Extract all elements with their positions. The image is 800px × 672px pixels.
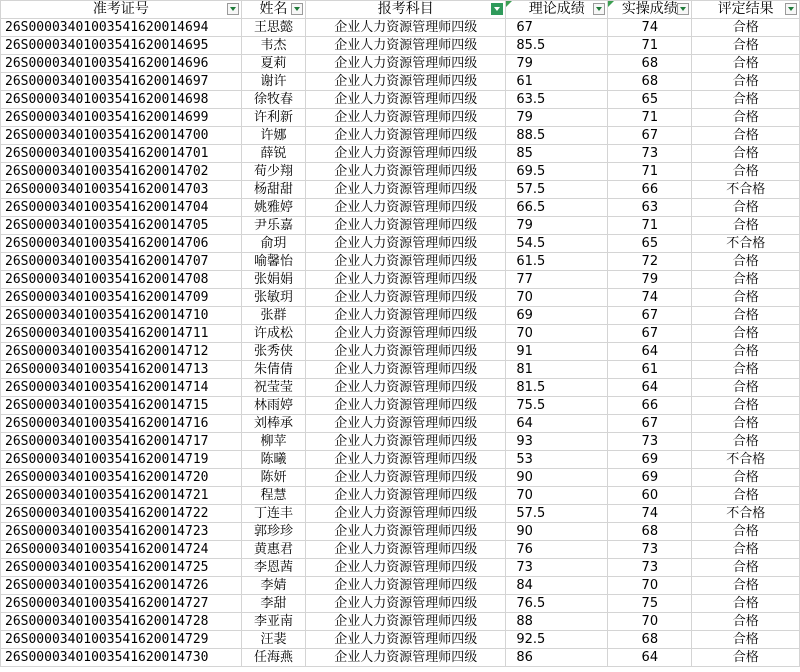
exam-id-cell[interactable]: 26S00003401003541620014720 xyxy=(1,469,242,487)
name-cell[interactable]: 杨甜甜 xyxy=(241,181,305,199)
table-row xyxy=(1,37,800,55)
table-row xyxy=(1,649,800,667)
result-cell[interactable]: 合格 xyxy=(692,73,800,91)
exam-id-cell[interactable]: 26S00003401003541620014728 xyxy=(1,613,242,631)
subject-cell[interactable]: 企业人力资源管理师四级 xyxy=(306,505,506,523)
exam-id-cell[interactable]: 26S00003401003541620014717 xyxy=(1,433,242,451)
table-row xyxy=(1,109,800,127)
subject-cell[interactable]: 企业人力资源管理师四级 xyxy=(306,271,506,289)
result-cell[interactable]: 合格 xyxy=(692,199,800,217)
table-row xyxy=(1,433,800,451)
result-cell[interactable]: 合格 xyxy=(692,559,800,577)
table-row xyxy=(1,91,800,109)
subject-cell[interactable]: 企业人力资源管理师四级 xyxy=(306,289,506,307)
name-cell[interactable]: 喻馨怡 xyxy=(241,253,305,271)
result-cell[interactable]: 合格 xyxy=(692,145,800,163)
table-row xyxy=(1,469,800,487)
column-header-label: 实操成绩 xyxy=(621,1,678,17)
practical-score-cell[interactable]: 74 xyxy=(608,19,692,37)
subject-cell[interactable]: 企业人力资源管理师四级 xyxy=(306,649,506,667)
table-row xyxy=(1,199,800,217)
subject-cell[interactable]: 企业人力资源管理师四级 xyxy=(306,325,506,343)
theory-score-cell[interactable]: 63.5 xyxy=(506,91,608,109)
exam-id-cell[interactable]: 26S00003401003541620014696 xyxy=(1,55,242,73)
column-header-label: 理论成绩 xyxy=(528,1,585,17)
name-cell[interactable]: 朱倩倩 xyxy=(241,361,305,379)
result-cell[interactable]: 不合格 xyxy=(692,235,800,253)
theory-score-cell[interactable]: 90 xyxy=(506,469,608,487)
theory-score-cell[interactable]: 53 xyxy=(506,451,608,469)
table-row xyxy=(1,559,800,577)
theory-score-cell[interactable]: 70 xyxy=(506,487,608,505)
table-row xyxy=(1,235,800,253)
subject-cell[interactable]: 企业人力资源管理师四级 xyxy=(306,343,506,361)
practical-score-cell[interactable]: 69 xyxy=(608,451,692,469)
exam-id-cell[interactable]: 26S00003401003541620014730 xyxy=(1,649,242,667)
column-header-practical-score[interactable] xyxy=(608,1,692,19)
name-cell[interactable]: 李亚南 xyxy=(241,613,305,631)
name-cell[interactable]: 韦杰 xyxy=(241,37,305,55)
result-cell[interactable]: 合格 xyxy=(692,55,800,73)
exam-id-cell[interactable]: 26S00003401003541620014722 xyxy=(1,505,242,523)
exam-id-cell[interactable]: 26S00003401003541620014702 xyxy=(1,163,242,181)
practical-score-cell[interactable]: 65 xyxy=(608,235,692,253)
exam-id-cell[interactable]: 26S00003401003541620014707 xyxy=(1,253,242,271)
table-row xyxy=(1,397,800,415)
theory-score-cell[interactable]: 84 xyxy=(506,577,608,595)
exam-id-cell[interactable]: 26S00003401003541620014726 xyxy=(1,577,242,595)
subject-cell[interactable]: 企业人力资源管理师四级 xyxy=(306,73,506,91)
subject-cell[interactable]: 企业人力资源管理师四级 xyxy=(306,91,506,109)
result-cell[interactable]: 合格 xyxy=(692,307,800,325)
column-header-theory-score[interactable] xyxy=(506,1,608,19)
subject-cell[interactable]: 企业人力资源管理师四级 xyxy=(306,397,506,415)
table-row xyxy=(1,361,800,379)
result-cell[interactable]: 不合格 xyxy=(692,451,800,469)
table-row xyxy=(1,343,800,361)
name-cell[interactable]: 荀少翔 xyxy=(241,163,305,181)
column-header-label: 姓名 xyxy=(259,1,288,17)
cell-comment-marker-icon xyxy=(506,1,512,7)
theory-score-cell[interactable]: 69.5 xyxy=(506,163,608,181)
theory-score-cell[interactable]: 90 xyxy=(506,523,608,541)
practical-score-cell[interactable]: 68 xyxy=(608,523,692,541)
table-row xyxy=(1,451,800,469)
table-row xyxy=(1,163,800,181)
exam-id-cell[interactable]: 26S00003401003541620014710 xyxy=(1,307,242,325)
practical-score-cell[interactable]: 72 xyxy=(608,253,692,271)
theory-score-cell[interactable]: 73 xyxy=(506,559,608,577)
table-row xyxy=(1,415,800,433)
theory-score-cell[interactable]: 76 xyxy=(506,541,608,559)
exam-id-cell[interactable]: 26S00003401003541620014709 xyxy=(1,289,242,307)
practical-score-cell[interactable]: 64 xyxy=(608,343,692,361)
subject-cell[interactable]: 企业人力资源管理师四级 xyxy=(306,613,506,631)
theory-score-cell[interactable]: 57.5 xyxy=(506,181,608,199)
column-header-exam-id[interactable] xyxy=(1,1,242,19)
exam-id-cell[interactable]: 26S00003401003541620014715 xyxy=(1,397,242,415)
exam-id-cell[interactable]: 26S00003401003541620014713 xyxy=(1,361,242,379)
subject-cell[interactable]: 企业人力资源管理师四级 xyxy=(306,235,506,253)
name-cell[interactable]: 姚雅婷 xyxy=(241,199,305,217)
practical-score-cell[interactable]: 64 xyxy=(608,379,692,397)
exam-id-cell[interactable]: 26S00003401003541620014695 xyxy=(1,37,242,55)
subject-cell[interactable]: 企业人力资源管理师四级 xyxy=(306,415,506,433)
table-row xyxy=(1,325,800,343)
result-cell[interactable]: 合格 xyxy=(692,397,800,415)
theory-score-cell[interactable]: 79 xyxy=(506,109,608,127)
name-cell[interactable]: 丁连丰 xyxy=(241,505,305,523)
result-cell[interactable]: 合格 xyxy=(692,631,800,649)
result-cell[interactable]: 合格 xyxy=(692,649,800,667)
subject-cell[interactable]: 企业人力资源管理师四级 xyxy=(306,253,506,271)
table-row xyxy=(1,487,800,505)
practical-score-cell[interactable]: 73 xyxy=(608,433,692,451)
name-cell[interactable]: 夏莉 xyxy=(241,55,305,73)
subject-cell[interactable]: 企业人力资源管理师四级 xyxy=(306,487,506,505)
theory-score-cell[interactable]: 67 xyxy=(506,19,608,37)
exam-id-cell[interactable]: 26S00003401003541620014721 xyxy=(1,487,242,505)
name-cell[interactable]: 张秀侠 xyxy=(241,343,305,361)
result-cell[interactable]: 合格 xyxy=(692,127,800,145)
subject-cell[interactable]: 企业人力资源管理师四级 xyxy=(306,55,506,73)
exam-id-cell[interactable]: 26S00003401003541620014705 xyxy=(1,217,242,235)
practical-score-cell[interactable]: 73 xyxy=(608,541,692,559)
theory-score-cell[interactable]: 88.5 xyxy=(506,127,608,145)
table-row xyxy=(1,145,800,163)
table-row xyxy=(1,523,800,541)
subject-cell[interactable]: 企业人力资源管理师四级 xyxy=(306,541,506,559)
filter-dropdown-icon[interactable] xyxy=(593,3,605,15)
result-cell[interactable]: 不合格 xyxy=(692,181,800,199)
subject-cell[interactable]: 企业人力资源管理师四级 xyxy=(306,469,506,487)
theory-score-cell[interactable]: 92.5 xyxy=(506,631,608,649)
practical-score-cell[interactable]: 71 xyxy=(608,109,692,127)
name-cell[interactable]: 许利新 xyxy=(241,109,305,127)
practical-score-cell[interactable]: 79 xyxy=(608,271,692,289)
practical-score-cell[interactable]: 63 xyxy=(608,199,692,217)
theory-score-cell[interactable]: 61.5 xyxy=(506,253,608,271)
theory-score-cell[interactable]: 70 xyxy=(506,325,608,343)
table-row xyxy=(1,127,800,145)
exam-id-cell[interactable]: 26S00003401003541620014700 xyxy=(1,127,242,145)
subject-cell[interactable]: 企业人力资源管理师四级 xyxy=(306,37,506,55)
table-row xyxy=(1,73,800,91)
result-cell[interactable]: 合格 xyxy=(692,37,800,55)
subject-cell[interactable]: 企业人力资源管理师四级 xyxy=(306,145,506,163)
table-row xyxy=(1,217,800,235)
result-cell[interactable]: 合格 xyxy=(692,541,800,559)
practical-score-cell[interactable]: 70 xyxy=(608,577,692,595)
result-cell[interactable]: 合格 xyxy=(692,415,800,433)
name-cell[interactable]: 汪裴 xyxy=(241,631,305,649)
practical-score-cell[interactable]: 66 xyxy=(608,181,692,199)
table-row xyxy=(1,631,800,649)
theory-score-cell[interactable]: 93 xyxy=(506,433,608,451)
exam-id-cell[interactable]: 26S00003401003541620014697 xyxy=(1,73,242,91)
subject-cell[interactable]: 企业人力资源管理师四级 xyxy=(306,595,506,613)
exam-id-cell[interactable]: 26S00003401003541620014699 xyxy=(1,109,242,127)
column-header-subject[interactable] xyxy=(306,1,506,19)
name-cell[interactable]: 许娜 xyxy=(241,127,305,145)
practical-score-cell[interactable]: 68 xyxy=(608,631,692,649)
result-cell[interactable]: 合格 xyxy=(692,91,800,109)
table-row xyxy=(1,505,800,523)
filter-dropdown-icon[interactable] xyxy=(785,3,797,15)
subject-cell[interactable]: 企业人力资源管理师四级 xyxy=(306,109,506,127)
exam-id-cell[interactable]: 26S00003401003541620014714 xyxy=(1,379,242,397)
theory-score-cell[interactable]: 57.5 xyxy=(506,505,608,523)
practical-score-cell[interactable]: 71 xyxy=(608,37,692,55)
exam-id-cell[interactable]: 26S00003401003541620014712 xyxy=(1,343,242,361)
column-header-name[interactable] xyxy=(241,1,305,19)
exam-id-cell[interactable]: 26S00003401003541620014708 xyxy=(1,271,242,289)
table-row xyxy=(1,307,800,325)
theory-score-cell[interactable]: 79 xyxy=(506,55,608,73)
table-row xyxy=(1,181,800,199)
practical-score-cell[interactable]: 71 xyxy=(608,217,692,235)
practical-score-cell[interactable]: 66 xyxy=(608,397,692,415)
subject-cell[interactable]: 企业人力资源管理师四级 xyxy=(306,307,506,325)
practical-score-cell[interactable]: 60 xyxy=(608,487,692,505)
practical-score-cell[interactable]: 64 xyxy=(608,649,692,667)
result-cell[interactable]: 合格 xyxy=(692,613,800,631)
name-cell[interactable]: 黄惠君 xyxy=(241,541,305,559)
name-cell[interactable]: 陈曦 xyxy=(241,451,305,469)
subject-cell[interactable]: 企业人力资源管理师四级 xyxy=(306,163,506,181)
name-cell[interactable]: 任海燕 xyxy=(241,649,305,667)
table-row xyxy=(1,595,800,613)
name-cell[interactable]: 陈妍 xyxy=(241,469,305,487)
subject-cell[interactable]: 企业人力资源管理师四级 xyxy=(306,451,506,469)
result-cell[interactable]: 合格 xyxy=(692,19,800,37)
subject-cell[interactable]: 企业人力资源管理师四级 xyxy=(306,127,506,145)
result-cell[interactable]: 合格 xyxy=(692,271,800,289)
filter-dropdown-icon[interactable] xyxy=(291,3,303,15)
name-cell[interactable]: 尹乐嘉 xyxy=(241,217,305,235)
theory-score-cell[interactable]: 66.5 xyxy=(506,199,608,217)
table-row xyxy=(1,55,800,73)
table-row xyxy=(1,541,800,559)
filter-dropdown-icon[interactable] xyxy=(677,3,689,15)
result-cell[interactable]: 合格 xyxy=(692,253,800,271)
column-header-result[interactable] xyxy=(692,1,800,19)
result-cell[interactable]: 合格 xyxy=(692,361,800,379)
subject-cell[interactable]: 企业人力资源管理师四级 xyxy=(306,361,506,379)
practical-score-cell[interactable]: 74 xyxy=(608,505,692,523)
practical-score-cell[interactable]: 75 xyxy=(608,595,692,613)
name-cell[interactable]: 李甜 xyxy=(241,595,305,613)
subject-cell[interactable]: 企业人力资源管理师四级 xyxy=(306,379,506,397)
subject-cell[interactable]: 企业人力资源管理师四级 xyxy=(306,631,506,649)
exam-id-cell[interactable]: 26S00003401003541620014694 xyxy=(1,19,242,37)
practical-score-cell[interactable]: 61 xyxy=(608,361,692,379)
theory-score-cell[interactable]: 81.5 xyxy=(506,379,608,397)
name-cell[interactable]: 程慧 xyxy=(241,487,305,505)
result-cell[interactable]: 不合格 xyxy=(692,505,800,523)
exam-id-cell[interactable]: 26S00003401003541620014711 xyxy=(1,325,242,343)
theory-score-cell[interactable]: 54.5 xyxy=(506,235,608,253)
exam-id-cell[interactable]: 26S00003401003541620014723 xyxy=(1,523,242,541)
result-cell[interactable]: 合格 xyxy=(692,325,800,343)
result-cell[interactable]: 合格 xyxy=(692,163,800,181)
exam-id-cell[interactable]: 26S00003401003541620014704 xyxy=(1,199,242,217)
practical-score-cell[interactable]: 67 xyxy=(608,415,692,433)
name-cell[interactable]: 俞玥 xyxy=(241,235,305,253)
practical-score-cell[interactable]: 70 xyxy=(608,613,692,631)
exam-id-cell[interactable]: 26S00003401003541620014725 xyxy=(1,559,242,577)
table-row xyxy=(1,379,800,397)
theory-score-cell[interactable]: 70 xyxy=(506,289,608,307)
subject-cell[interactable]: 企业人力资源管理师四级 xyxy=(306,199,506,217)
theory-score-cell[interactable]: 64 xyxy=(506,415,608,433)
practical-score-cell[interactable]: 68 xyxy=(608,55,692,73)
exam-id-cell[interactable]: 26S00003401003541620014703 xyxy=(1,181,242,199)
result-cell[interactable]: 合格 xyxy=(692,289,800,307)
name-cell[interactable]: 刘棒承 xyxy=(241,415,305,433)
result-cell[interactable]: 合格 xyxy=(692,343,800,361)
result-cell[interactable]: 合格 xyxy=(692,379,800,397)
filter-dropdown-icon[interactable] xyxy=(227,3,239,15)
subject-cell[interactable]: 企业人力资源管理师四级 xyxy=(306,19,506,37)
theory-score-cell[interactable]: 77 xyxy=(506,271,608,289)
exam-id-cell[interactable]: 26S00003401003541620014719 xyxy=(1,451,242,469)
exam-id-cell[interactable]: 26S00003401003541620014701 xyxy=(1,145,242,163)
name-cell[interactable]: 谢许 xyxy=(241,73,305,91)
theory-score-cell[interactable]: 88 xyxy=(506,613,608,631)
subject-cell[interactable]: 企业人力资源管理师四级 xyxy=(306,559,506,577)
theory-score-cell[interactable]: 85 xyxy=(506,145,608,163)
cell-comment-marker-icon xyxy=(608,1,614,7)
subject-cell[interactable]: 企业人力资源管理师四级 xyxy=(306,433,506,451)
practical-score-cell[interactable]: 67 xyxy=(608,325,692,343)
theory-score-cell[interactable]: 91 xyxy=(506,343,608,361)
name-cell[interactable]: 张娟娟 xyxy=(241,271,305,289)
name-cell[interactable]: 薛锐 xyxy=(241,145,305,163)
table-row xyxy=(1,613,800,631)
name-cell[interactable]: 王思懿 xyxy=(241,19,305,37)
column-header-label: 准考证号 xyxy=(92,1,149,17)
practical-score-cell[interactable]: 67 xyxy=(608,307,692,325)
name-cell[interactable]: 张群 xyxy=(241,307,305,325)
exam-id-cell[interactable]: 26S00003401003541620014727 xyxy=(1,595,242,613)
table-row xyxy=(1,19,800,37)
name-cell[interactable]: 林雨婷 xyxy=(241,397,305,415)
theory-score-cell[interactable]: 85.5 xyxy=(506,37,608,55)
result-cell[interactable]: 合格 xyxy=(692,217,800,235)
theory-score-cell[interactable]: 76.5 xyxy=(506,595,608,613)
filter-active-icon[interactable] xyxy=(491,3,503,15)
theory-score-cell[interactable]: 61 xyxy=(506,73,608,91)
exam-id-cell[interactable]: 26S00003401003541620014706 xyxy=(1,235,242,253)
practical-score-cell[interactable]: 73 xyxy=(608,559,692,577)
practical-score-cell[interactable]: 67 xyxy=(608,127,692,145)
name-cell[interactable]: 张敏玥 xyxy=(241,289,305,307)
result-cell[interactable]: 合格 xyxy=(692,433,800,451)
name-cell[interactable]: 徐牧春 xyxy=(241,91,305,109)
result-cell[interactable]: 合格 xyxy=(692,595,800,613)
result-cell[interactable]: 合格 xyxy=(692,487,800,505)
practical-score-cell[interactable]: 65 xyxy=(608,91,692,109)
exam-id-cell[interactable]: 26S00003401003541620014729 xyxy=(1,631,242,649)
theory-score-cell[interactable]: 86 xyxy=(506,649,608,667)
subject-cell[interactable]: 企业人力资源管理师四级 xyxy=(306,523,506,541)
name-cell[interactable]: 李恩茜 xyxy=(241,559,305,577)
result-cell[interactable]: 合格 xyxy=(692,109,800,127)
theory-score-cell[interactable]: 69 xyxy=(506,307,608,325)
theory-score-cell[interactable]: 81 xyxy=(506,361,608,379)
column-header-label: 报考科目 xyxy=(377,1,434,17)
table-row xyxy=(1,289,800,307)
subject-cell[interactable]: 企业人力资源管理师四级 xyxy=(306,217,506,235)
theory-score-cell[interactable]: 79 xyxy=(506,217,608,235)
practical-score-cell[interactable]: 71 xyxy=(608,163,692,181)
name-cell[interactable]: 郭珍珍 xyxy=(241,523,305,541)
table-row xyxy=(1,271,800,289)
practical-score-cell[interactable]: 74 xyxy=(608,289,692,307)
practical-score-cell[interactable]: 69 xyxy=(608,469,692,487)
exam-id-cell[interactable]: 26S00003401003541620014698 xyxy=(1,91,242,109)
result-cell[interactable]: 合格 xyxy=(692,577,800,595)
name-cell[interactable]: 李婧 xyxy=(241,577,305,595)
column-header-label: 评定结果 xyxy=(717,1,774,17)
theory-score-cell[interactable]: 75.5 xyxy=(506,397,608,415)
name-cell[interactable]: 柳苹 xyxy=(241,433,305,451)
subject-cell[interactable]: 企业人力资源管理师四级 xyxy=(306,577,506,595)
exam-id-cell[interactable]: 26S00003401003541620014724 xyxy=(1,541,242,559)
header-row xyxy=(1,1,800,19)
name-cell[interactable]: 祝莹莹 xyxy=(241,379,305,397)
practical-score-cell[interactable]: 73 xyxy=(608,145,692,163)
result-cell[interactable]: 合格 xyxy=(692,523,800,541)
result-cell[interactable]: 合格 xyxy=(692,469,800,487)
table-row xyxy=(1,253,800,271)
table-row xyxy=(1,577,800,595)
exam-id-cell[interactable]: 26S00003401003541620014716 xyxy=(1,415,242,433)
name-cell[interactable]: 许成松 xyxy=(241,325,305,343)
subject-cell[interactable]: 企业人力资源管理师四级 xyxy=(306,181,506,199)
practical-score-cell[interactable]: 68 xyxy=(608,73,692,91)
